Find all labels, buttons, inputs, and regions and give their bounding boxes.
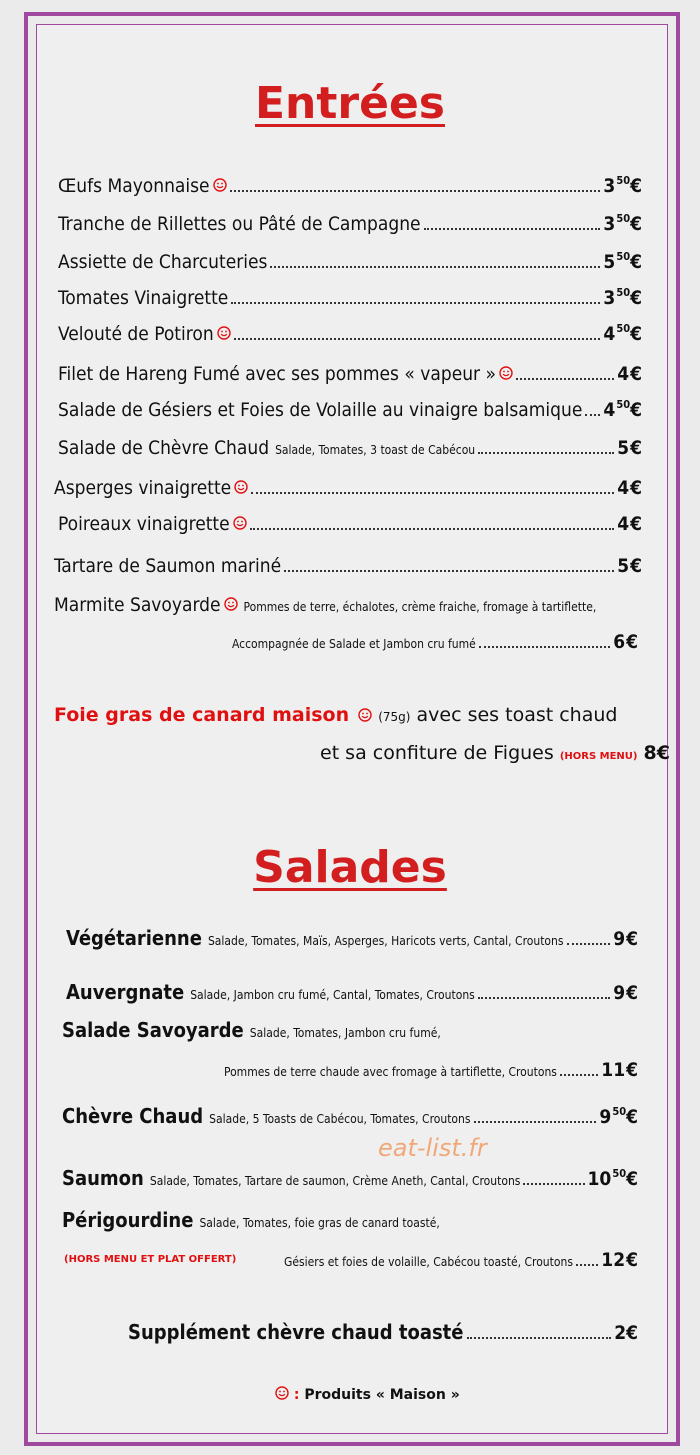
item-name: Filet de Hareng Fumé avec ses pommes « vapeur »: [58, 363, 496, 385]
leader-dots: [478, 997, 610, 999]
salade-row: [62, 1018, 441, 1042]
item-desc: Salade, Jambon cru fumé, Cantal, Tomates, Croutons: [190, 988, 475, 1002]
foie-gras-line2: [320, 742, 670, 764]
item-price: $9^{50}€$: [599, 1105, 638, 1128]
salade-row-continued: [224, 1058, 638, 1081]
leader-dots: [467, 1337, 612, 1339]
entree-row: [54, 594, 596, 616]
item-desc: Pommes de terre chaude avec fromage à tartiflette, Croutons: [224, 1065, 557, 1079]
item-price: $4^{50}€$: [603, 398, 642, 421]
item-price: $4^{50}€$: [603, 322, 642, 345]
item-name: Périgourdine: [62, 1208, 194, 1232]
salade-row: [66, 980, 638, 1004]
foie-gras-name: Foie gras de canard maison: [54, 704, 350, 726]
item-name: Auvergnate: [66, 980, 185, 1004]
item-desc: Salade, 5 Toasts de Cabécou, Tomates, Croutons: [209, 1112, 471, 1126]
leader-dots: [234, 338, 601, 340]
item-desc: Salade, Tomates, foie gras de canard toasté,: [199, 1216, 440, 1230]
item-name: Salade de Gésiers et Foies de Volaille au vinaigre balsamique: [58, 399, 583, 421]
item-name: Végétarienne: [66, 926, 202, 950]
item-desc: Salade, Tomates, 3 toast de Cabécou: [275, 443, 476, 457]
salade-row: [62, 1104, 638, 1128]
smiley-icon: [234, 480, 248, 494]
smiley-icon: [275, 1386, 289, 1400]
foie-gras-price: 8€: [643, 742, 670, 764]
leader-dots: [230, 190, 601, 192]
item-price: 12€: [601, 1249, 638, 1271]
salade-row-continued: [284, 1248, 638, 1271]
leader-dots: [516, 378, 614, 380]
leader-dots: [284, 570, 614, 572]
item-name: Tomates Vinaigrette: [58, 287, 229, 309]
item-price: $3^{50}€$: [603, 286, 642, 309]
item-name: Tartare de Saumon mariné: [54, 555, 282, 577]
item-price: 5€: [617, 437, 642, 459]
entree-row-continued: [232, 630, 638, 653]
entree-row: [58, 212, 642, 235]
item-name: Tranche de Rillettes ou Pâté de Campagne: [58, 213, 421, 235]
item-price: $3^{50}€$: [603, 174, 642, 197]
smiley-icon: [224, 597, 238, 611]
leader-dots: [585, 414, 600, 416]
supplement-name: Supplément chèvre chaud toasté: [128, 1320, 464, 1344]
item-name: Œufs Mayonnaise: [58, 175, 210, 197]
foie-gras-weight: (75g): [378, 710, 411, 724]
hors-menu-note: (HORS MENU ET PLAT OFFERT): [64, 1254, 237, 1265]
legend: [272, 1386, 460, 1403]
smiley-icon: [217, 326, 231, 340]
leader-dots: [567, 943, 611, 945]
item-price: 11€: [601, 1059, 638, 1081]
leader-dots: [523, 1183, 584, 1185]
entree-row: [54, 554, 642, 577]
watermark: eat-list.fr: [378, 1134, 487, 1162]
item-price: 9€: [613, 928, 638, 950]
legend-separator: :: [293, 1387, 300, 1403]
item-name: Asperges vinaigrette: [54, 477, 232, 499]
item-price: 4€: [617, 477, 642, 499]
item-name: Salade Savoyarde: [62, 1018, 244, 1042]
smiley-icon: [213, 178, 227, 192]
leader-dots: [479, 646, 610, 648]
leader-dots: [231, 302, 600, 304]
item-name: Velouté de Potiron: [58, 323, 214, 345]
item-desc: Salade, Tomates, Jambon cru fumé,: [249, 1026, 441, 1040]
item-name: Chèvre Chaud: [62, 1104, 204, 1128]
item-desc: Accompagnée de Salade et Jambon cru fumé: [232, 637, 476, 651]
item-price: $5^{50}€$: [603, 250, 642, 273]
item-price: $10^{50}€$: [587, 1167, 638, 1190]
smiley-icon: [499, 366, 513, 380]
leader-dots: [576, 1264, 598, 1266]
salade-row: [62, 1208, 440, 1232]
entree-row: [54, 476, 642, 499]
item-price: $3^{50}€$: [603, 212, 642, 235]
item-desc: Salade, Tomates, Maïs, Asperges, Haricots verts, Cantal, Croutons: [207, 934, 564, 948]
leader-dots: [250, 528, 615, 530]
item-price: 9€: [613, 982, 638, 1004]
leader-dots: [424, 228, 601, 230]
item-name: Saumon: [62, 1166, 144, 1190]
item-price: 4€: [617, 513, 642, 535]
item-price: 6€: [613, 631, 638, 653]
item-desc: Salade, Tomates, Tartare de saumon, Crème Aneth, Cantal, Croutons: [149, 1174, 521, 1188]
item-desc: Pommes de terre, échalotes, crème fraiche, fromage à tartiflette,: [243, 600, 597, 614]
item-name: Assiette de Charcuteries: [58, 251, 268, 273]
entree-row: [58, 174, 642, 197]
foie-gras-desc2: et sa confiture de Figues: [320, 742, 554, 764]
salade-row: [62, 1166, 638, 1190]
leader-dots: [251, 492, 614, 494]
item-price: 4€: [617, 363, 642, 385]
item-price: 5€: [617, 555, 642, 577]
foie-gras-line1: [54, 704, 617, 726]
entrees-title: Entrées: [255, 78, 445, 129]
smiley-icon: [358, 708, 372, 722]
foie-gras-note: (HORS MENU): [559, 751, 638, 762]
leader-dots: [474, 1121, 597, 1123]
salade-row: [66, 926, 638, 950]
item-name: Marmite Savoyarde: [54, 594, 221, 616]
item-desc: Gésiers et foies de volaille, Cabécou toasté, Croutons: [284, 1255, 573, 1269]
item-name: Salade de Chèvre Chaud: [58, 437, 270, 459]
supplement-price: 2€: [614, 1322, 638, 1344]
entree-row: [58, 362, 642, 385]
item-name: Poireaux vinaigrette: [58, 513, 230, 535]
entree-row: [58, 322, 642, 345]
entree-row: [58, 436, 642, 459]
leader-dots: [270, 266, 600, 268]
entree-row: [58, 286, 642, 309]
smiley-icon: [233, 516, 247, 530]
leader-dots: [560, 1074, 598, 1076]
entree-row: [58, 398, 642, 421]
foie-gras-desc1: avec ses toast chaud: [416, 704, 618, 726]
supplement-row: [128, 1320, 638, 1344]
leader-dots: [478, 452, 614, 454]
entree-row: [58, 512, 642, 535]
legend-text: Produits « Maison »: [304, 1387, 460, 1403]
entree-row: [58, 250, 642, 273]
salades-title: Salades: [253, 842, 447, 893]
